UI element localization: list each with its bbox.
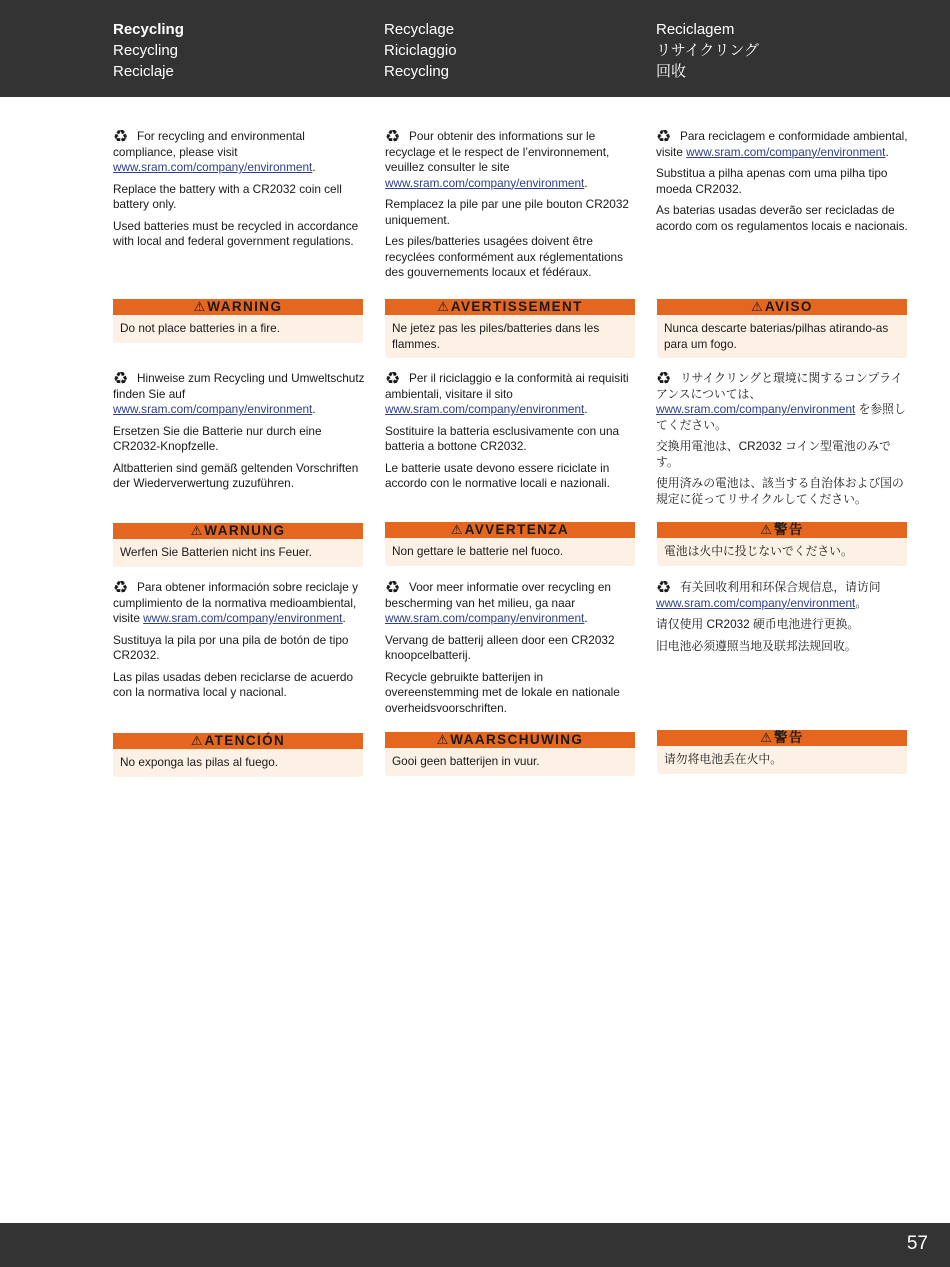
environment-link[interactable]: www.sram.com/company/environment xyxy=(686,144,886,159)
intro-after: . xyxy=(312,160,316,174)
intro-after: を参照してください。 xyxy=(656,402,906,432)
intro-after: . xyxy=(584,175,588,190)
environment-link[interactable]: www.sram.com/company/environment xyxy=(385,611,585,625)
warning-title: ATENCIÓN xyxy=(204,733,286,748)
warning-text: 请勿将电池丢在火中。 xyxy=(664,752,782,766)
intro-text: リサイクリングと環境に関するコンプライアンスについては、 xyxy=(656,371,903,401)
warning-box-it xyxy=(385,522,635,566)
header-title-nl: Recycling xyxy=(384,63,450,80)
section-fr xyxy=(385,129,637,287)
header-column-2 xyxy=(384,19,457,82)
recycle-regulations-text: Le batterie usate devono essere riciclate in accordo con le normative locali e nazionali. xyxy=(385,460,610,490)
warning-text: Nunca descarte baterias/pilhas atirando-as para um fogo. xyxy=(664,321,889,351)
intro-text: Pour obtenir des informations sur le recyclage et le respect de l’environnement, veuillez consulter le site xyxy=(385,129,610,174)
recycle-regulations-text: 使用済みの電池は、該当する自治体および国の規定に従ってリサイクルしてください。 xyxy=(656,476,904,506)
warning-icon: ⚠ xyxy=(436,732,449,747)
header-title-fr: Recyclage xyxy=(384,21,455,38)
recycle-regulations-text: Recycle gebruikte batterijen in overeenstemming met de lokale en nationale overheidsvoorschriften. xyxy=(385,669,620,715)
warning-header xyxy=(385,522,635,538)
environment-link[interactable]: www.sram.com/company/environment xyxy=(385,402,585,416)
warning-title: WARNUNG xyxy=(204,523,286,538)
recycle-regulations-text: Les piles/batteries usagées doivent être recyclées conformément aux réglementations des gouvernements locaux et fédéraux. xyxy=(385,234,624,279)
replace-battery-text: 请仅使用 CR2032 硬币电池进行更换。 xyxy=(656,617,860,631)
environment-link[interactable]: www.sram.com/company/environment xyxy=(113,160,313,174)
recycle-icon: ♻ xyxy=(385,578,401,597)
page-number: 57 xyxy=(906,1233,928,1254)
footer-bar xyxy=(0,1223,950,1267)
intro-text: Para obtener información sobre reciclaje y cumplimiento de la normativa medioambiental, visite xyxy=(113,580,358,625)
intro-text: Voor meer informatie over recycling en bescherming van het milieu, ga naar xyxy=(385,580,611,610)
intro-after: 。 xyxy=(855,595,868,610)
warning-text: Do not place batteries in a fire. xyxy=(120,321,281,335)
section-ja xyxy=(656,371,908,513)
environment-link[interactable]: www.sram.com/company/environment xyxy=(143,611,343,625)
warning-box-es xyxy=(113,733,363,777)
warning-title: AVVERTENZA xyxy=(464,522,570,537)
warning-icon: ⚠ xyxy=(450,522,463,537)
header-column-3 xyxy=(656,19,759,82)
warning-title: 警告 xyxy=(773,730,804,745)
intro-text: Para reciclagem e conformidade ambiental, visite xyxy=(656,129,908,159)
replace-battery-text: Substitua a pilha apenas com uma pilha tipo moeda CR2032. xyxy=(656,166,888,196)
warning-box-ja xyxy=(657,522,907,566)
recycle-icon: ♻ xyxy=(385,127,401,146)
section-zh xyxy=(656,580,908,660)
recycle-icon: ♻ xyxy=(385,369,401,388)
intro-after: . xyxy=(584,611,588,625)
replace-battery-text: Sustituya la pila por una pila de botón de tipo CR2032. xyxy=(113,632,349,662)
recycle-regulations-text: Las pilas usadas deben reciclarse de acuerdo con la normativa local y nacional. xyxy=(113,669,354,699)
recycle-regulations-text: As baterias usadas deverão ser recicladas de acordo com os regulamentos locais e nacionais. xyxy=(656,203,908,233)
warning-text: Gooi geen batterijen in vuur. xyxy=(392,754,540,768)
intro-after: . xyxy=(885,144,889,159)
warning-box-nl xyxy=(385,732,635,776)
header-bar xyxy=(0,0,950,97)
environment-link[interactable]: www.sram.com/company/environment xyxy=(113,402,313,416)
recycle-regulations-text: Used batteries must be recycled in accordance with local and federal government regulations. xyxy=(113,218,359,248)
header-title-en: Recycling xyxy=(113,21,184,38)
warning-title: AVERTISSEMENT xyxy=(450,299,583,314)
section-nl xyxy=(385,580,637,722)
intro-after: . xyxy=(312,402,316,416)
header-title-it: Riciclaggio xyxy=(384,42,457,59)
warning-text: No exponga las pilas al fuego. xyxy=(120,755,279,769)
replace-battery-text: Sostituire la batteria esclusivamente con una batteria a bottone CR2032. xyxy=(385,423,620,453)
recycle-icon: ♻ xyxy=(113,578,129,597)
warning-title: WAARSCHUWING xyxy=(450,732,584,747)
warning-text: Werfen Sie Batterien nicht ins Feuer. xyxy=(120,545,312,559)
warning-box-de xyxy=(113,523,363,567)
replace-battery-text: Ersetzen Sie die Batterie nur durch eine CR2032-Knopfzelle. xyxy=(113,423,322,453)
recycle-icon: ♻ xyxy=(656,369,672,388)
header-title-zh: 回收 xyxy=(656,63,687,80)
replace-battery-text: 交換用電池は、CR2032 コイン型電池のみです。 xyxy=(656,439,891,469)
recycle-regulations-text: 旧电池必须遵照当地及联邦法规回收。 xyxy=(656,638,857,653)
section-en xyxy=(113,129,365,256)
recycle-icon: ♻ xyxy=(656,127,672,146)
section-de xyxy=(113,371,365,498)
warning-box-en xyxy=(113,299,363,343)
warning-box-fr xyxy=(385,299,635,358)
replace-battery-text: Remplacez la pile par une pile bouton CR2032 uniquement. xyxy=(385,197,629,227)
environment-link[interactable]: www.sram.com/company/environment xyxy=(656,402,856,416)
warning-title: 警告 xyxy=(773,522,804,537)
header-title-pt: Reciclagem xyxy=(656,21,735,38)
warning-title: AVISO xyxy=(764,299,813,314)
section-it xyxy=(385,371,637,498)
warning-text: 電池は火中に投じないでください。 xyxy=(664,544,853,558)
warning-title: WARNING xyxy=(207,299,283,314)
recycle-icon: ♻ xyxy=(656,578,672,597)
header-title-de: Recycling xyxy=(113,42,179,59)
environment-link[interactable]: www.sram.com/company/environment xyxy=(656,595,856,610)
intro-text: 有关回收利用和环保合规信息，请访问 xyxy=(680,580,881,594)
warning-text: Ne jetez pas les piles/batteries dans les flammes. xyxy=(392,321,600,351)
warning-header xyxy=(113,733,363,749)
recycle-regulations-text: Altbatterien sind gemäß geltenden Vorschriften der Wiederverwertung zuzuführen. xyxy=(113,460,359,490)
intro-after: . xyxy=(584,402,588,416)
warning-header xyxy=(385,732,635,748)
recycle-icon: ♻ xyxy=(113,369,129,388)
environment-link[interactable]: www.sram.com/company/environment xyxy=(385,175,585,190)
warning-icon: ⚠ xyxy=(760,522,772,537)
header-title-ja: リサイクリング xyxy=(656,42,760,59)
warning-header xyxy=(385,299,635,315)
warning-icon: ⚠ xyxy=(190,523,203,538)
recycle-icon: ♻ xyxy=(113,127,129,146)
warning-header xyxy=(657,299,907,315)
replace-battery-text: Vervang de batterij alleen door een CR2032 knoopcelbatterij. xyxy=(385,632,615,662)
section-pt xyxy=(656,129,908,240)
warning-header xyxy=(657,522,907,538)
warning-header xyxy=(113,523,363,539)
section-es xyxy=(113,580,365,707)
warning-header xyxy=(113,299,363,315)
warning-icon: ⚠ xyxy=(751,299,763,314)
intro-text: For recycling and environmental compliance, please visit xyxy=(113,129,305,159)
warning-box-zh xyxy=(657,730,907,774)
warning-icon: ⚠ xyxy=(193,299,206,314)
warning-header xyxy=(657,730,907,746)
intro-text: Per il riciclaggio e la conformità ai requisiti ambientali, visitare il sito xyxy=(385,371,629,401)
header-column-1 xyxy=(113,19,184,82)
intro-text: Hinweise zum Recycling und Umweltschutz finden Sie auf xyxy=(113,371,365,401)
warning-icon: ⚠ xyxy=(190,733,203,748)
warning-icon: ⚠ xyxy=(437,299,449,314)
intro-after: . xyxy=(342,611,346,625)
warning-icon: ⚠ xyxy=(760,730,772,745)
replace-battery-text: Replace the battery with a CR2032 coin cell battery only. xyxy=(113,181,342,211)
warning-text: Non gettare le batterie nel fuoco. xyxy=(392,544,564,558)
header-title-es: Reciclaje xyxy=(113,63,174,80)
warning-box-pt xyxy=(657,299,907,358)
